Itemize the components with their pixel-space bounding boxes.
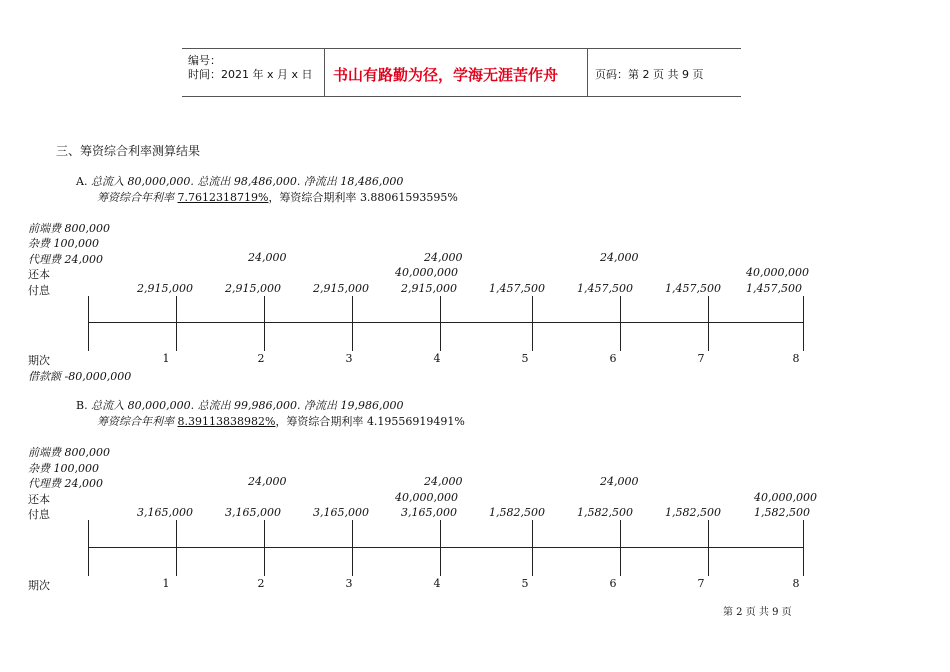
scenario-a-tick	[708, 296, 709, 351]
scenario-a-misc-fee: 杂费 100,000	[28, 237, 99, 250]
scenario-a-tick	[352, 296, 353, 351]
scenario-b-interest-value: 1,582,500	[754, 506, 810, 519]
scenario-a-period-number: 7	[697, 352, 705, 365]
scenario-a-annual-rate: 7.7612318719%	[177, 191, 269, 204]
scenario-b-agency-value: 24,000	[600, 475, 639, 488]
scenario-a-period-number: 2	[257, 352, 265, 365]
scenario-b-period-number: 2	[257, 577, 265, 590]
header-bottom-rule	[182, 96, 741, 97]
scenario-b-tick	[803, 520, 804, 576]
scenario-a-front-fee: 前端费 800,000	[28, 222, 110, 235]
scenario-b-agency-fee: 代理费 24,000	[28, 477, 103, 490]
scenario-b-tick	[440, 520, 441, 576]
scenario-a-period-label: ，筹资综合期利率	[268, 191, 357, 204]
scenario-b-prefix: B.	[76, 399, 88, 412]
scenario-b-tick	[352, 520, 353, 576]
scenario-a-principal-value: 40,000,000	[395, 266, 458, 279]
scenario-b-principal-value: 40,000,000	[395, 491, 458, 504]
scenario-b-interest-value: 3,165,000	[401, 506, 457, 519]
scenario-b-rate-label: 筹资综合年利率	[97, 415, 174, 428]
scenario-b-agency-value: 24,000	[424, 475, 463, 488]
scenario-b-period-number: 4	[433, 577, 441, 590]
scenario-a-tick	[620, 296, 621, 351]
scenario-b-period-number: 8	[792, 577, 800, 590]
scenario-a-interest-value: 2,915,000	[225, 282, 281, 295]
scenario-a-interest-value: 2,915,000	[313, 282, 369, 295]
section-title: 三、筹资综合利率测算结果	[56, 144, 201, 158]
scenario-b-rates	[97, 413, 465, 429]
scenario-a-tick	[803, 296, 804, 351]
scenario-b-period-number: 6	[609, 577, 617, 590]
scenario-b-principal-label: 还本	[28, 493, 50, 506]
scenario-a-tick	[176, 296, 177, 351]
scenario-b-tick	[176, 520, 177, 576]
scenario-a-agency-value: 24,000	[424, 251, 463, 264]
scenario-b-principal-value: 40,000,000	[754, 491, 817, 504]
scenario-b-period-label: 期次	[28, 579, 50, 592]
scenario-a-interest-value: 2,915,000	[401, 282, 457, 295]
scenario-a-period-number: 3	[345, 352, 353, 365]
scenario-a-period-number: 4	[433, 352, 441, 365]
scenario-b-period-number: 7	[697, 577, 705, 590]
header-motto: 书山有路勤为径，学海无涯苦作舟	[333, 66, 559, 84]
scenario-a-period-label: 期次	[28, 354, 50, 367]
scenario-a-totals: 总流入 80,000,000. 总流出 98,486,000. 净流出 18,486,000	[90, 175, 404, 188]
scenario-a-period-number: 5	[521, 352, 529, 365]
scenario-a-tick	[88, 296, 89, 351]
scenario-b-interest-label: 付息	[28, 508, 50, 521]
scenario-b-period-number: 5	[521, 577, 529, 590]
scenario-b-misc-fee: 杂费 100,000	[28, 462, 99, 475]
scenario-b-interest-value: 3,165,000	[225, 506, 281, 519]
scenario-b-summary	[76, 397, 404, 413]
scenario-a-agency-value: 24,000	[248, 251, 287, 264]
header-page-info: 页码：第 2 页 共 9 页	[595, 68, 704, 81]
scenario-a-agency-fee: 代理费 24,000	[28, 253, 103, 266]
header-divider-right	[587, 48, 588, 97]
scenario-b-period-number: 3	[345, 577, 353, 590]
scenario-a-loan-amount: 借款额 -80,000,000	[28, 370, 132, 383]
scenario-b-period-number: 1	[162, 577, 170, 590]
scenario-b-annual-rate: 8.39113838982%	[177, 415, 276, 428]
scenario-a-tick	[532, 296, 533, 351]
scenario-a-period-number: 6	[609, 352, 617, 365]
header-number-label: 编号：	[188, 54, 221, 67]
scenario-b-tick	[264, 520, 265, 576]
scenario-a-summary	[76, 173, 403, 189]
scenario-a-period-number: 1	[162, 352, 170, 365]
scenario-a-tick	[440, 296, 441, 351]
scenario-a-interest-value: 1,457,500	[746, 282, 802, 295]
scenario-a-timeline	[88, 322, 804, 323]
scenario-a-period-rate: 3.88061593595%	[359, 191, 458, 204]
scenario-b-tick	[532, 520, 533, 576]
scenario-b-interest-value: 3,165,000	[313, 506, 369, 519]
scenario-a-rates	[97, 189, 458, 205]
scenario-b-timeline	[88, 547, 804, 548]
scenario-a-interest-label: 付息	[28, 284, 50, 297]
scenario-b-period-label: ，筹资综合期利率	[275, 415, 364, 428]
scenario-b-tick	[708, 520, 709, 576]
scenario-b-tick	[88, 520, 89, 576]
scenario-a-interest-value: 1,457,500	[489, 282, 545, 295]
header-top-rule	[182, 48, 741, 49]
scenario-b-interest-value: 1,582,500	[665, 506, 721, 519]
scenario-a-interest-value: 1,457,500	[665, 282, 721, 295]
scenario-a-principal-value: 40,000,000	[746, 266, 809, 279]
scenario-b-interest-value: 1,582,500	[577, 506, 633, 519]
scenario-a-agency-value: 24,000	[600, 251, 639, 264]
page-footer: 第 2 页 共 9 页	[723, 607, 792, 618]
scenario-a-tick	[264, 296, 265, 351]
scenario-b-period-rate: 4.19556919491%	[366, 415, 465, 428]
scenario-b-agency-value: 24,000	[248, 475, 287, 488]
scenario-b-interest-value: 1,582,500	[489, 506, 545, 519]
scenario-a-interest-value: 1,457,500	[577, 282, 633, 295]
scenario-a-principal-label: 还本	[28, 268, 50, 281]
scenario-b-front-fee: 前端费 800,000	[28, 446, 110, 459]
header-time-label: 时间：2021 年 x 月 x 日	[188, 68, 313, 81]
scenario-a-rate-label: 筹资综合年利率	[97, 191, 174, 204]
scenario-b-tick	[620, 520, 621, 576]
scenario-a-period-number: 8	[792, 352, 800, 365]
scenario-b-totals: 总流入 80,000,000. 总流出 99,986,000. 净流出 19,986,000	[91, 399, 404, 412]
scenario-b-interest-value: 3,165,000	[137, 506, 193, 519]
scenario-a-prefix: A.	[76, 175, 88, 188]
scenario-a-interest-value: 2,915,000	[137, 282, 193, 295]
header-divider-left	[324, 48, 325, 97]
